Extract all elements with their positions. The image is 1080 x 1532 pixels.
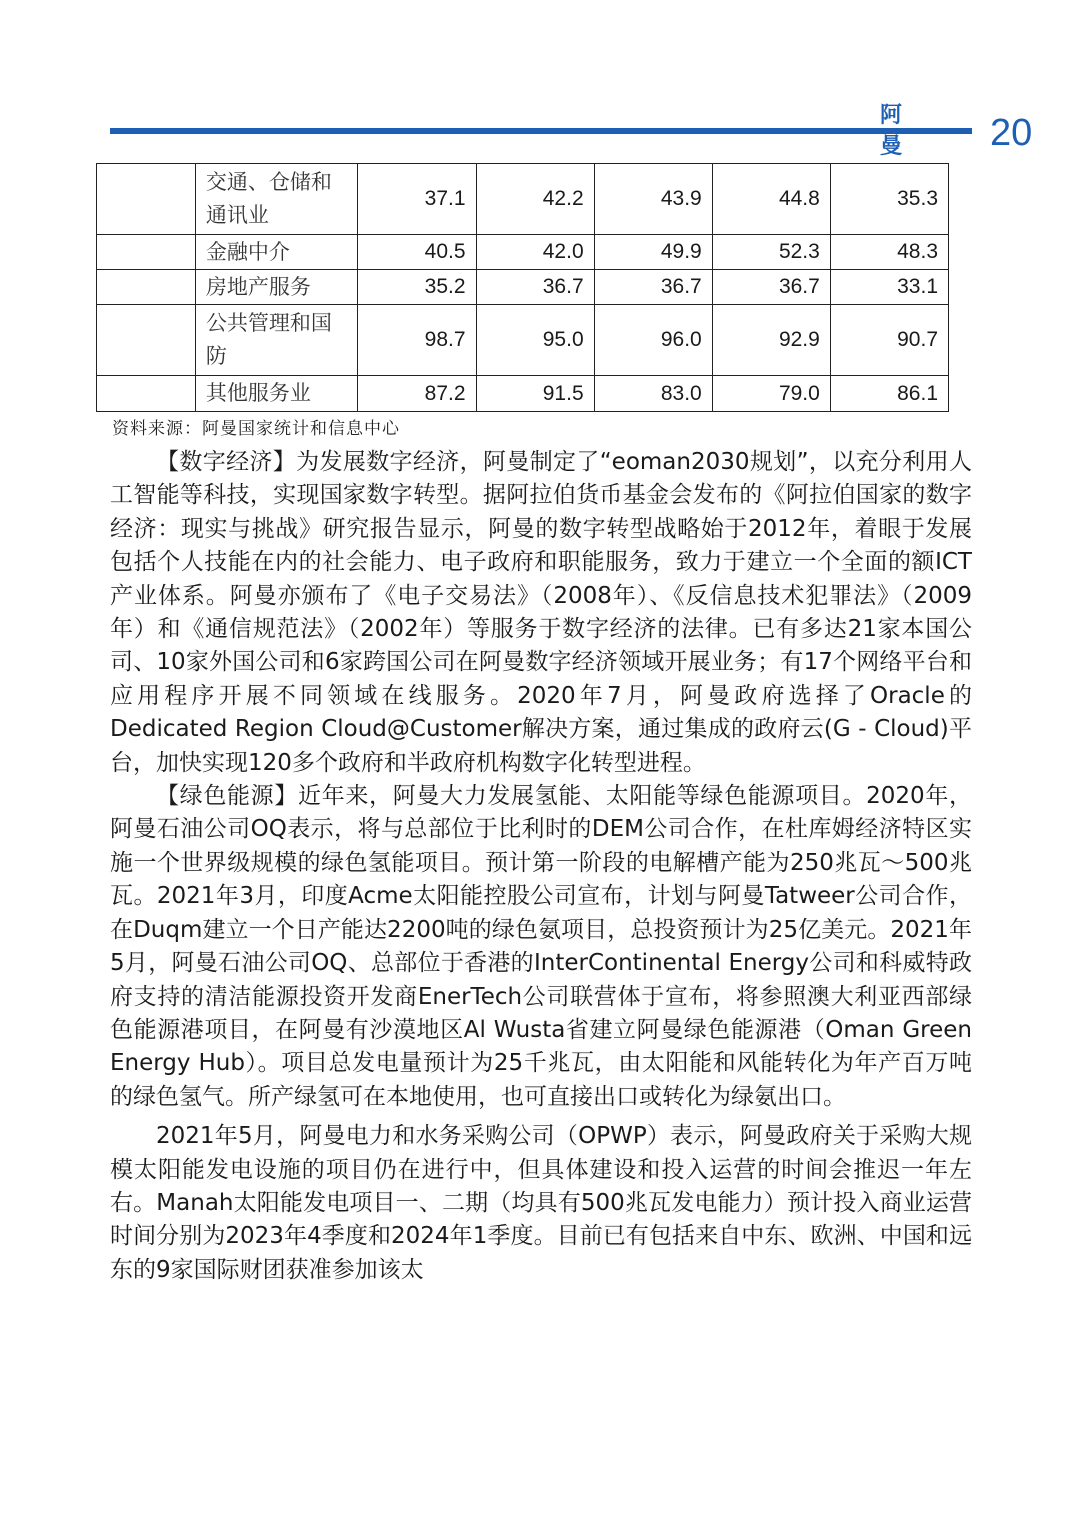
cell-value: 92.9 — [712, 305, 830, 376]
header-rule — [110, 128, 972, 134]
cell-value: 83.0 — [594, 376, 712, 412]
cell-value: 95.0 — [476, 305, 594, 376]
table-row — [97, 305, 949, 376]
cell-value: 42.2 — [476, 164, 594, 235]
row-label: 公共管理和国防 — [195, 305, 358, 376]
cell-value: 52.3 — [712, 235, 830, 270]
row-label: 房地产服务 — [195, 270, 358, 305]
paragraph-solar-procurement: 2021年5月，阿曼电力和水务采购公司（OPWP）表示，阿曼政府关于采购大规模太阳能发电设施的项目仍在进行中，但具体建设和投入运营的时间会推迟一年左右。Manah太阳能发电项目一、二期（均具有500兆瓦发电能力）预计投入商业运营时间分别为2023年4季度和2024年1季度。目前已有包括来自中东、欧洲、中国和远东的9家国际财团获准参加该太 — [110, 1123, 972, 1283]
body-text — [110, 446, 972, 1287]
row-label: 交通、仓储和通讯业 — [195, 164, 358, 235]
cell-value: 91.5 — [476, 376, 594, 412]
table-row — [97, 164, 949, 235]
page-number: 20 — [990, 112, 1033, 154]
cell-value: 87.2 — [358, 376, 476, 412]
cell-value: 49.9 — [594, 235, 712, 270]
row-label: 金融中介 — [195, 235, 358, 270]
cell-value: 43.9 — [594, 164, 712, 235]
cell-value: 33.1 — [830, 270, 948, 305]
cell-value: 42.0 — [476, 235, 594, 270]
source-note: 资料来源：阿曼国家统计和信息中心 — [112, 419, 400, 439]
cell-value: 40.5 — [358, 235, 476, 270]
cell-value: 37.1 — [358, 164, 476, 235]
cell-value: 48.3 — [830, 235, 948, 270]
cell-value: 79.0 — [712, 376, 830, 412]
cell-value: 35.3 — [830, 164, 948, 235]
table-row — [97, 270, 949, 305]
table-row — [97, 235, 949, 270]
cell-value: 86.1 — [830, 376, 948, 412]
cell-value: 98.7 — [358, 305, 476, 376]
paragraph-green-energy: 【绿色能源】近年来，阿曼大力发展氢能、太阳能等绿色能源项目。2020年，阿曼石油公司OQ表示，将与总部位于比利时的DEM公司合作，在杜库姆经济特区实施一个世界级规模的绿色氢能项目。预计第一阶段的电解槽产能为250兆瓦～500兆瓦。2021年3月，印度Acme太阳能控股公司宣布，计划与阿曼Tatweer公司合作，在Duqm建立一个日产能达2200吨的绿色氨项目，总投资预计为25亿美元。2021年5月，阿曼石油公司OQ、总部位于香港的InterContinental Energy公司和科威特政府支持的清洁能源投资开发商EnerTech公司联营体于宣布，将参照澳大利亚西部绿色能源港项目，在阿曼有沙漠地区Al Wusta省建立阿曼绿色能源港（Oman Green Energy Hub）。项目总发电量预计为25千兆瓦，由太阳能和风能转化为年产百万吨的绿色氢气。所产绿氢可在本地使用，也可直接出口或转化为绿氨出口。 — [110, 783, 972, 1110]
cell-value: 36.7 — [712, 270, 830, 305]
cell-value: 36.7 — [594, 270, 712, 305]
cell-value: 96.0 — [594, 305, 712, 376]
cell-value: 90.7 — [830, 305, 948, 376]
cell-value: 44.8 — [712, 164, 830, 235]
row-label: 其他服务业 — [195, 376, 358, 412]
header-country: 阿 曼 — [880, 103, 921, 159]
data-table — [96, 163, 949, 412]
table-row — [97, 376, 949, 412]
paragraph-digital-economy: 【数字经济】为发展数字经济，阿曼制定了“eoman2030规划”，以充分利用人工智能等科技，实现国家数字转型。据阿拉伯货币基金会发布的《阿拉伯国家的数字经济：现实与挑战》研究报告显示，阿曼的数字转型战略始于2012年，着眼于发展包括个人技能在内的社会能力、电子政府和职能服务，致力于建立一个全面的额ICT产业体系。阿曼亦颁布了《电子交易法》（2008年）、《反信息技术犯罪法》（2009年）和《通信规范法》（2002年）等服务于数字经济的法律。已有多达21家本国公司、10家外国公司和6家跨国公司在阿曼数字经济领域开展业务；有17个网络平台和应用程序开展不同领域在线服务。2020年7月，阿曼政府选择了Oracle的Dedicated Region Cloud@Customer解决方案，通过集成的政府云(G - Cloud)平台，加快实现120多个政府和半政府机构数字化转型进程。 — [110, 449, 972, 776]
cell-value: 36.7 — [476, 270, 594, 305]
cell-value: 35.2 — [358, 270, 476, 305]
